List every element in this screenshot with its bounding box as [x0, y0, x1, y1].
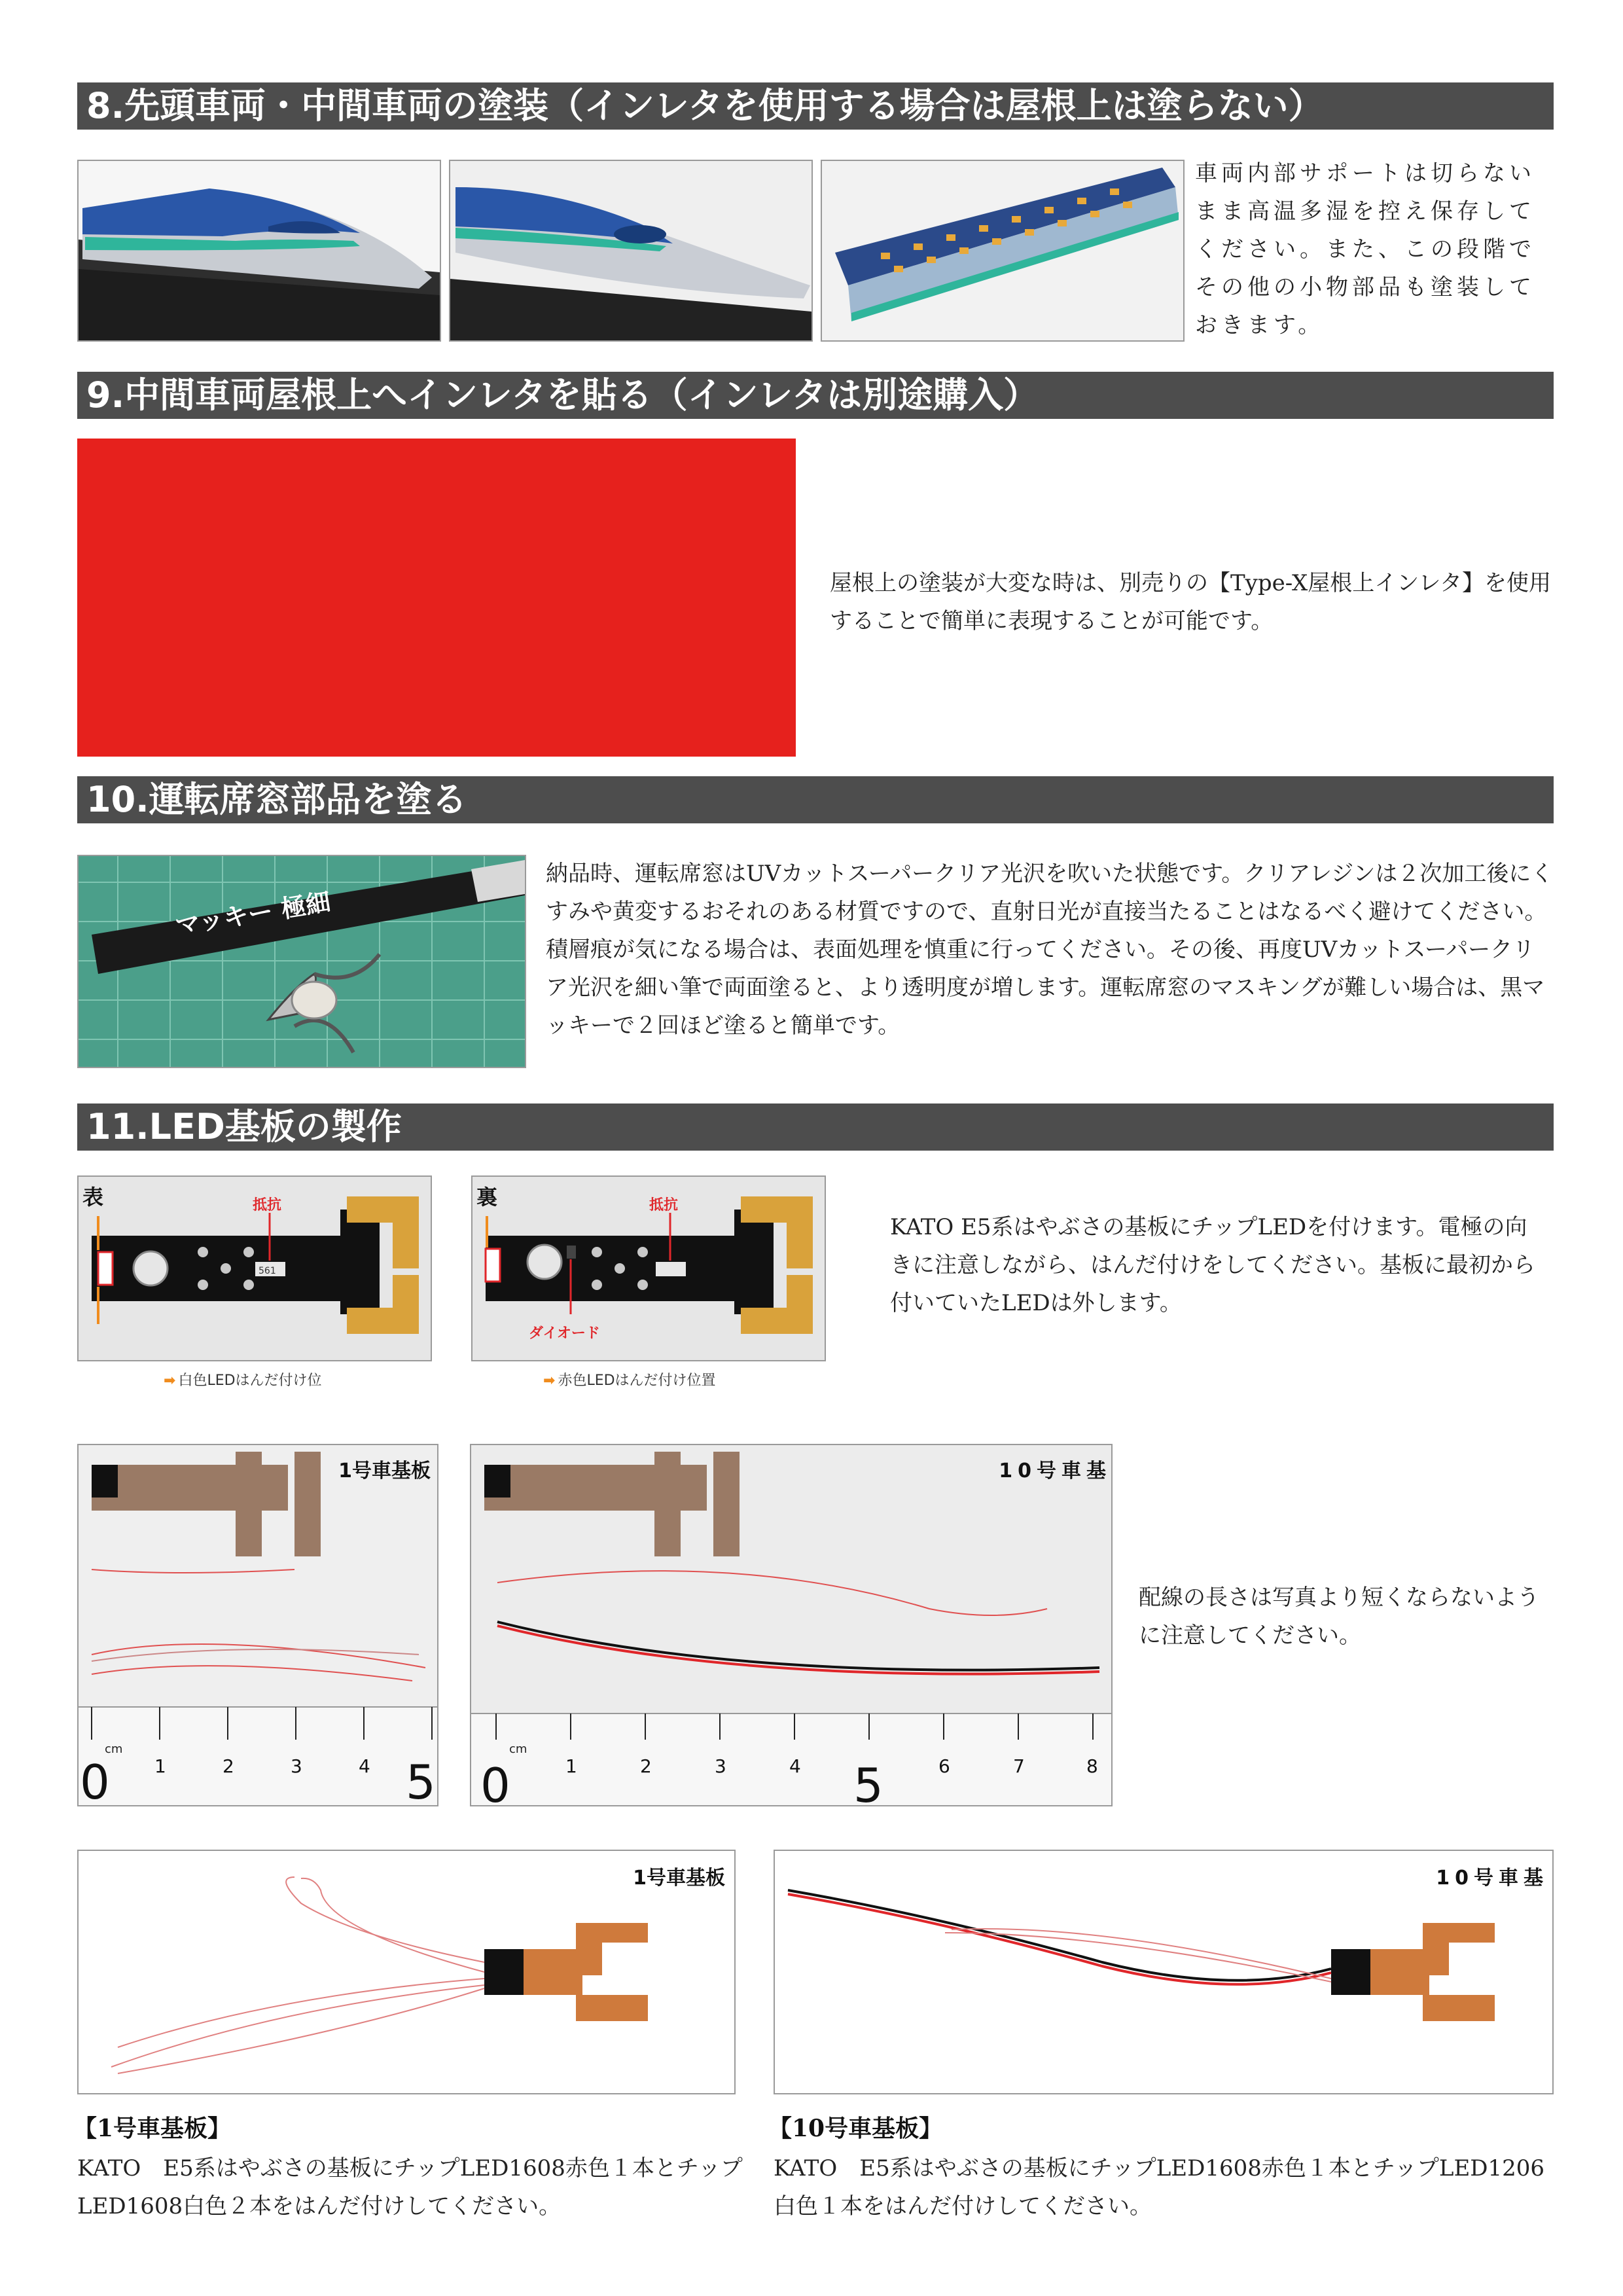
section-10-text: 納品時、運転席窓はUVカットスーパークリア光沢を吹いた状態です。クリアレジンは２次加工後にくすみや黄変するおそれのある材質ですので、直射日光が直接当たることはなるべく避けてください。積層痕が気になる場合は、表面処理を慎重に行ってください。その後、再度UVカットスーパークリア光沢を細い筆で両面塗ると、より透明度が増します。運転席窓のマスキングが難しい場合は、黒マッキーで２回ほど塗ると簡単です。: [546, 861, 1554, 1039]
board1-title: 【1号車基板】: [73, 2115, 232, 2142]
caption-white-led: ➡ 白色LEDはんだ付け位: [164, 1372, 322, 1389]
ruler2-tick-5: 5: [853, 1758, 883, 1805]
section-8-heading: 8.先頭車両・中間車両の塗装（インレタを使用する場合は屋根上は塗らない）: [77, 82, 1554, 130]
wiring-text: 配線の長さは写真より短くならないように注意してください。: [1139, 1585, 1539, 1649]
board10-wired-photo: [774, 1850, 1554, 2094]
chip-code-front: 561: [259, 1266, 276, 1276]
board1-text: KATO E5系はやぶさの基板にチップLED1608赤色１本とチップLED1608白色２本をはんだ付けしてください。: [77, 2155, 743, 2219]
ruler2-tick-4: 4: [789, 1755, 801, 1777]
section-8-text: 車両内部サポートは切らないまま高温多湿を控え保存してください。また、この段階でその他の小物部品も塗装しておきます。: [1195, 160, 1535, 338]
board-back-photo: [471, 1175, 826, 1361]
ruler1-tick-4: 4: [359, 1755, 370, 1777]
ruler2-tick-7: 7: [1013, 1755, 1025, 1777]
section-9-heading: 9.中間車両屋根上へインレタを貼る（インレタは別途購入）: [77, 372, 1554, 419]
front-label: 表: [82, 1185, 104, 1210]
board10-label: 10号車基: [999, 1460, 1111, 1482]
section-11-intro-text: KATO E5系はやぶさの基板にチップLEDを付けます。電極の向きに注意しながら、はんだ付けをしてください。基板に最初から付いていたLEDは外します。: [890, 1214, 1535, 1316]
section-10-heading: 10.運転席窓部品を塗る: [77, 776, 1554, 823]
ruler1-tick-2: 2: [223, 1755, 234, 1777]
ruler2-tick-0: 0: [480, 1758, 510, 1805]
board10-wired-label: 10号車基: [1436, 1867, 1548, 1890]
board1-wired-photo: [77, 1850, 736, 2094]
caption-red-led: ➡ 赤色LEDはんだ付け位置: [543, 1372, 716, 1389]
ruler1-unit: cm: [105, 1742, 123, 1756]
ruler2-tick-3: 3: [715, 1755, 726, 1777]
ruler2-tick-6: 6: [938, 1755, 950, 1777]
board-front-photo: [77, 1175, 432, 1361]
caption-white-led-text: 白色LEDはんだ付け位: [178, 1372, 322, 1389]
ruler2-tick-2: 2: [640, 1755, 652, 1777]
board10-title: 【10号車基板】: [768, 2115, 943, 2142]
resistor-label-front: 抵抗: [253, 1197, 282, 1213]
section-9-text: 屋根上の塗装が大変な時は、別売りの【Type-X屋根上インレタ】を使用することで簡単に表現することが可能です。: [830, 570, 1552, 634]
ruler2-tick-1: 1: [565, 1755, 577, 1777]
board10-text: KATO E5系はやぶさの基板にチップLED1608赤色１本とチップLED1206白色１本をはんだ付けしてください。: [774, 2155, 1545, 2219]
caption-red-led-text: 赤色LEDはんだ付け位置: [558, 1372, 716, 1389]
resistor-label-back: 抵抗: [649, 1197, 679, 1213]
ruler1-tick-1: 1: [154, 1755, 166, 1777]
board1-ruler-photo: [77, 1444, 438, 1806]
ruler1-tick-5: 5: [406, 1755, 436, 1805]
marker-label-text: マッキー 極細: [173, 887, 333, 941]
board1-wired-label: 1号車基板: [633, 1867, 725, 1890]
ruler2-tick-8: 8: [1086, 1755, 1098, 1777]
board10-ruler-photo: [470, 1444, 1113, 1806]
section-11-heading: 11.LED基板の製作: [77, 1103, 1554, 1151]
ruler1-tick-0: 0: [80, 1755, 110, 1805]
board1-label: 1号車基板: [338, 1460, 431, 1482]
inlet-image-placeholder: [77, 439, 796, 757]
train-photo-front-right: [449, 160, 813, 342]
train-photo-front-left: [77, 160, 441, 342]
ruler2-unit: cm: [509, 1742, 527, 1756]
ruler1-tick-3: 3: [291, 1755, 302, 1777]
window-part-photo: [77, 855, 526, 1068]
diode-label: ダイオード: [529, 1325, 600, 1342]
back-label: 裏: [476, 1185, 498, 1210]
car-roof-photo: [821, 160, 1185, 342]
